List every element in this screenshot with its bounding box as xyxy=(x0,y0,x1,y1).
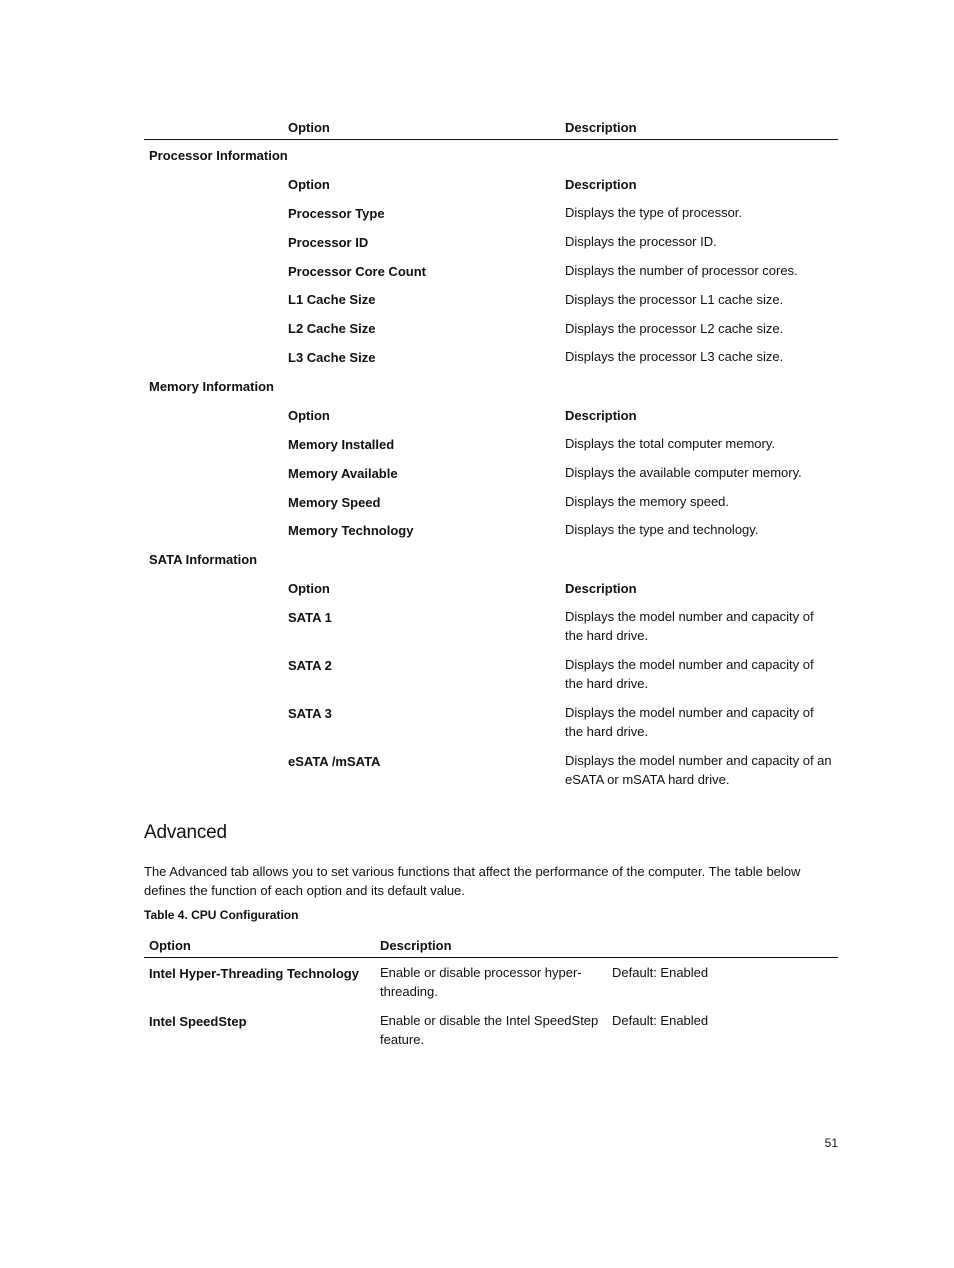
section-title-memory: Memory Information xyxy=(149,379,274,394)
row-option: SATA 2 xyxy=(288,658,332,673)
row-description-line2: threading. xyxy=(380,984,438,999)
row-option: Intel Hyper-Threading Technology xyxy=(149,966,359,981)
row-option: eSATA /mSATA xyxy=(288,754,381,769)
row-option: SATA 1 xyxy=(288,610,332,625)
section-title-sata: SATA Information xyxy=(149,552,258,567)
row-description-line1: Displays the model number and capacity of an xyxy=(565,753,832,768)
row-default: Default: Enabled xyxy=(612,965,709,980)
row-option: Processor ID xyxy=(288,235,369,250)
row-option: Memory Technology xyxy=(288,523,414,538)
row-option: L3 Cache Size xyxy=(288,350,376,365)
row-option: Memory Available xyxy=(288,466,398,481)
row-option: Processor Core Count xyxy=(288,264,426,279)
intro-paragraph-line2: defines the function of each option and its default value. xyxy=(144,883,465,898)
table-header-rule xyxy=(144,139,838,140)
row-description-line1: Displays the model number and capacity of xyxy=(565,657,814,672)
table-header-description: Description xyxy=(380,938,452,953)
section-heading-advanced: Advanced xyxy=(144,822,227,843)
row-description-line1: Displays the model number and capacity of xyxy=(565,705,814,720)
table-header-option: Option xyxy=(149,938,191,953)
row-description-line2: the hard drive. xyxy=(565,724,649,739)
subheader-option: Option xyxy=(288,408,330,423)
subheader-option: Option xyxy=(288,581,330,596)
subheader-description: Description xyxy=(565,581,637,596)
row-option: Processor Type xyxy=(288,206,385,221)
subheader-option: Option xyxy=(288,177,330,192)
table-caption: Table 4. CPU Configuration xyxy=(144,908,299,922)
page-number: 51 xyxy=(824,1136,838,1150)
intro-paragraph-line1: The Advanced tab allows you to set various functions that affect the performance of the computer. The table below xyxy=(144,864,801,879)
row-description-line1: Enable or disable processor hyper- xyxy=(380,965,582,980)
row-description: Displays the processor L2 cache size. xyxy=(565,321,784,336)
row-description-line1: Displays the model number and capacity of xyxy=(565,609,814,624)
row-description-line2: feature. xyxy=(380,1032,425,1047)
row-default: Default: Enabled xyxy=(612,1013,709,1028)
row-description: Displays the type of processor. xyxy=(565,205,743,220)
row-description: Displays the processor L3 cache size. xyxy=(565,349,784,364)
row-option: SATA 3 xyxy=(288,706,332,721)
table-header-description: Description xyxy=(565,120,637,135)
row-description-line1: Enable or disable the Intel SpeedStep xyxy=(380,1013,599,1028)
row-description-line2: eSATA or mSATA hard drive. xyxy=(565,772,730,787)
row-description-line2: the hard drive. xyxy=(565,676,649,691)
row-description-line2: the hard drive. xyxy=(565,628,649,643)
row-description: Displays the type and technology. xyxy=(565,522,759,537)
table-header-rule xyxy=(144,957,838,958)
row-option: L2 Cache Size xyxy=(288,321,376,336)
row-option: Memory Speed xyxy=(288,495,381,510)
subheader-description: Description xyxy=(565,177,637,192)
row-description: Displays the memory speed. xyxy=(565,494,730,509)
row-description: Displays the processor ID. xyxy=(565,234,717,249)
row-description: Displays the processor L1 cache size. xyxy=(565,292,784,307)
row-description: Displays the number of processor cores. xyxy=(565,263,798,278)
row-description: Displays the available computer memory. xyxy=(565,465,802,480)
section-title-processor: Processor Information xyxy=(149,148,288,163)
row-option: L1 Cache Size xyxy=(288,292,376,307)
subheader-description: Description xyxy=(565,408,637,423)
row-description: Displays the total computer memory. xyxy=(565,436,775,451)
table-header-option: Option xyxy=(288,120,330,135)
row-option: Memory Installed xyxy=(288,437,395,452)
row-option: Intel SpeedStep xyxy=(149,1014,247,1029)
